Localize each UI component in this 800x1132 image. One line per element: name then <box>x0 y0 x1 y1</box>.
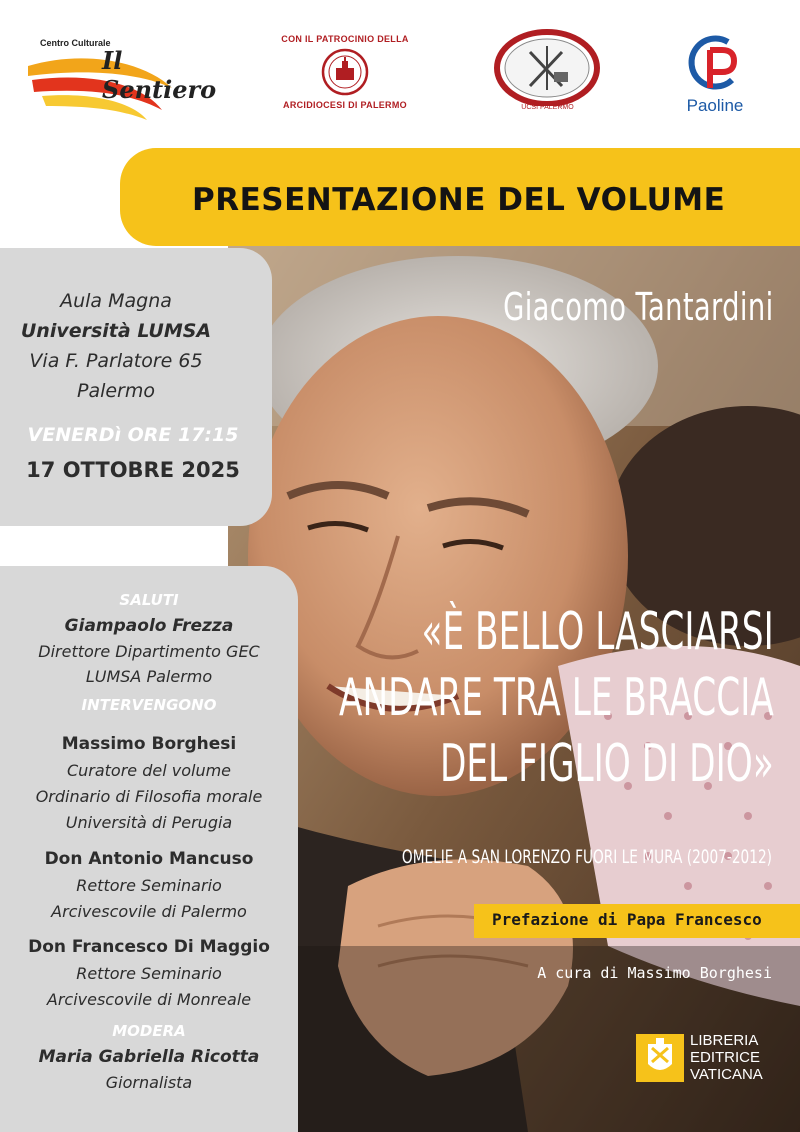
paoline-cp-icon <box>670 28 760 94</box>
title-banner <box>120 148 800 246</box>
arcidiocesi-bottom-text: ARCIDIOCESI DI PALERMO <box>283 100 407 110</box>
sentiero-name: Il Sentiero <box>102 46 217 104</box>
speaker-1-name: Massimo Borghesi <box>61 734 237 754</box>
speakers-panel <box>0 566 298 1132</box>
publisher-logo <box>636 1032 786 1088</box>
paoline-logo <box>670 28 760 123</box>
event-day-time: VENERDì ORE 17:15 <box>27 424 239 446</box>
venue-line1: Aula Magna <box>60 290 172 312</box>
speaker-1-role-3: Università di Perugia <box>65 813 233 832</box>
publisher-name <box>690 1032 763 1083</box>
sentiero-logo <box>22 32 242 122</box>
speaker-3-role-2: Arcivescovile di Monreale <box>46 990 252 1009</box>
book-title-line-2: ANDARE TRA LE BRACCIA <box>339 668 774 728</box>
speaker-2-role-2: Arcivescovile di Palermo <box>51 902 247 921</box>
publisher-line-3: VATICANA <box>690 1066 763 1083</box>
saluti-label: SALUTI <box>119 591 179 609</box>
preface-banner <box>474 904 800 938</box>
cathedral-seal-icon <box>321 48 369 96</box>
saluti-role-2: LUMSA Palermo <box>85 667 213 686</box>
book-subtitle: OMELIE A SAN LORENZO FUORI LE MURA (2007-2012) <box>401 846 772 868</box>
paoline-name: Paoline <box>686 96 744 115</box>
arcidiocesi-top-text: CON IL PATROCINIO DELLA <box>281 34 409 44</box>
saluti-role-1: Direttore Dipartimento GEC <box>38 642 260 661</box>
speaker-3-role-1: Rettore Seminario <box>76 964 222 983</box>
book-curator: A cura di Massimo Borghesi <box>537 964 772 982</box>
venue-line2: Università LUMSA <box>20 320 212 342</box>
saluti-name: Giampaolo Frezza <box>64 616 234 636</box>
speaker-2-name: Don Antonio Mancuso <box>44 849 254 869</box>
ucsi-seal-icon <box>490 28 605 106</box>
publisher-line-2: EDITRICE <box>690 1049 761 1066</box>
book-title-line-3: DEL FIGLIO DI DIO» <box>440 734 774 794</box>
sentiero-caption: Centro Culturale <box>40 38 111 48</box>
banner-title: PRESENTAZIONE DEL VOLUME <box>192 182 726 218</box>
speaker-1-role-2: Ordinario di Filosofia morale <box>35 787 263 806</box>
publisher-line-1: LIBRERIA <box>690 1032 759 1049</box>
book-title-line-1: «È BELLO LASCIARSI <box>421 602 774 662</box>
modera-label: MODERA <box>112 1022 186 1040</box>
venue-line4: Palermo <box>76 380 155 402</box>
intervengono-label: INTERVENGONO <box>81 696 217 714</box>
speaker-1-role-1: Curatore del volume <box>66 761 232 780</box>
moderator-role: Giornalista <box>105 1073 193 1092</box>
preface-text: Prefazione di Papa Francesco <box>492 910 762 929</box>
speaker-3-name: Don Francesco Di Maggio <box>28 937 270 957</box>
venue-panel <box>0 248 272 526</box>
venue-line3: Via F. Parlatore 65 <box>29 350 203 372</box>
event-date: 17 OTTOBRE 2025 <box>26 458 240 482</box>
speaker-2-role-1: Rettore Seminario <box>76 876 222 895</box>
moderator-name: Maria Gabriella Ricotta <box>38 1047 260 1067</box>
book-author: Giacomo Tantardini <box>503 285 774 329</box>
papal-keys-icon <box>636 1034 684 1082</box>
ucsi-caption: UCSI PALERMO <box>521 104 574 111</box>
arcidiocesi-logo <box>275 30 415 120</box>
ucsi-logo <box>490 28 605 116</box>
